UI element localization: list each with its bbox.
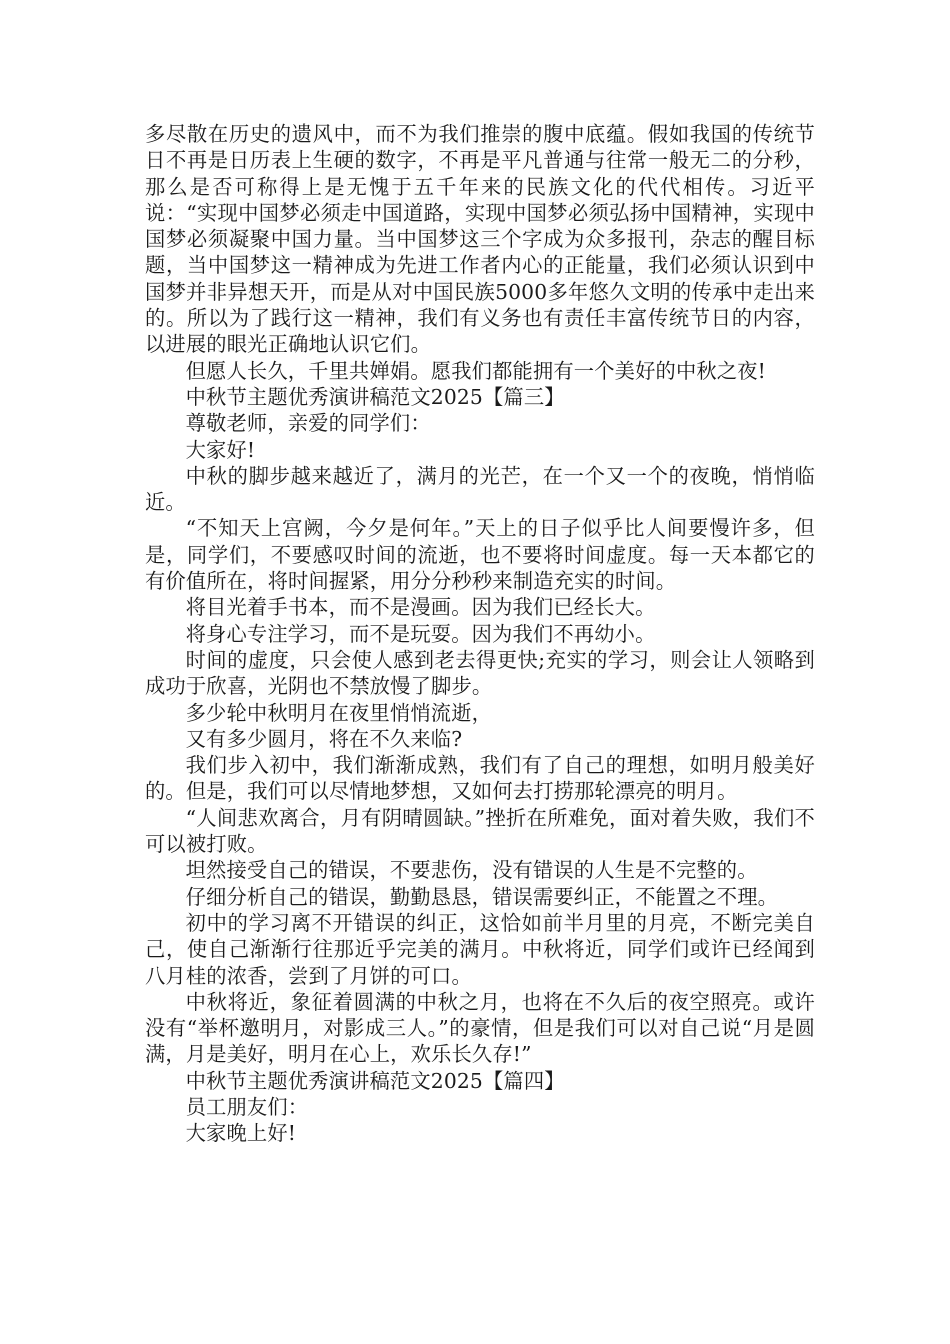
paragraph: 将身心专注学习，而不是玩耍。因为我们不再幼小。	[185, 621, 656, 646]
salutation: 员工朋友们：	[185, 1094, 309, 1119]
paragraph: 时间的虚度，只会使人感到老去得更快;充实的学习，则会让人领略到成功于欣喜，光阴也不禁放慢了脚步。	[145, 647, 815, 699]
paragraph: 初中的学习离不开错误的纠正，这恰如前半月里的月亮，不断完美自己，使自己渐渐行往那近乎完美的满月。中秋将近，同学们或许已经闻到八月桂的浓香，尝到了月饼的可口。	[145, 910, 815, 988]
paragraph: 又有多少圆月，将在不久来临?	[185, 726, 463, 751]
paragraph: 中秋的脚步越来越近了，满月的光芒，在一个又一个的夜晚，悄悄临近。	[145, 463, 815, 515]
document-body	[145, 121, 815, 1147]
paragraph: 中秋将近，象征着圆满的中秋之月，也将在不久后的夜空照亮。或许没有“举杯邀明月，对影成三人。”的豪情，但是我们可以对自己说“月是圆满，月是美好，明月在心上，欢乐长久存!”	[145, 989, 815, 1067]
section-heading: 中秋节主题优秀演讲稿范文2025【篇四】	[185, 1068, 565, 1093]
salutation: 尊敬老师，亲爱的同学们：	[185, 411, 431, 436]
paragraph: 我们步入初中，我们渐渐成熟，我们有了自己的理想，如明月般美好的。但是，我们可以尽情地梦想，又如何去打捞那轮漂亮的明月。	[145, 753, 815, 804]
paragraph: “人间悲欢离合，月有阴晴圆缺。”挫折在所难免，面对着失败，我们不可以被打败。	[145, 805, 815, 857]
paragraph: 但愿人长久，千里共婵娟。愿我们都能拥有一个美好的中秋之夜!	[185, 358, 766, 383]
paragraph: 多尽散在历史的遗风中，而不为我们推崇的腹中底蕴。假如我国的传统节日不再是日历表上生硬的数字，不再是平凡普通与往常一般无二的分秒，那么是否可称得上是无愧于五千年来的民族文化的代代相传。习近平说：“实现中国梦必须走中国道路，实现中国梦必须弘扬中国精神，实现中国梦必须凝聚中国力量。当中国梦这三个字成为众多报刊，杂志的醒目标题，当中国梦这一精神成为先进工作者内心的正能量，我们必须认识到中国梦并非异想天开，而是从对中国民族5000多年悠久文明的传承中走出来的。所以为了践行这一精神，我们有义务也有责任丰富传统节日的内容，以进展的眼光正确地认识它们。	[145, 122, 815, 357]
paragraph: “不知天上宫阙，今夕是何年。”天上的日子似乎比人间要慢许多，但是，同学们，不要感叹时间的流逝，也不要将时间虚度。每一天本都它的有价值所在，将时间握紧，用分分秒秒来制造充实的时间。	[145, 516, 815, 594]
greeting: 大家晚上好!	[185, 1121, 297, 1146]
paragraph: 将目光着手书本，而不是漫画。因为我们已经长大。	[185, 595, 656, 620]
paragraph: 坦然接受自己的错误，不要悲伤，没有错误的人生是不完整的。	[185, 858, 758, 883]
section-heading: 中秋节主题优秀演讲稿范文2025【篇三】	[185, 384, 565, 409]
paragraph: 仔细分析自己的错误，勤勤恳恳，错误需要纠正，不能置之不理。	[185, 884, 779, 909]
paragraph: 多少轮中秋明月在夜里悄悄流逝，	[185, 700, 493, 725]
greeting: 大家好!	[185, 437, 256, 462]
